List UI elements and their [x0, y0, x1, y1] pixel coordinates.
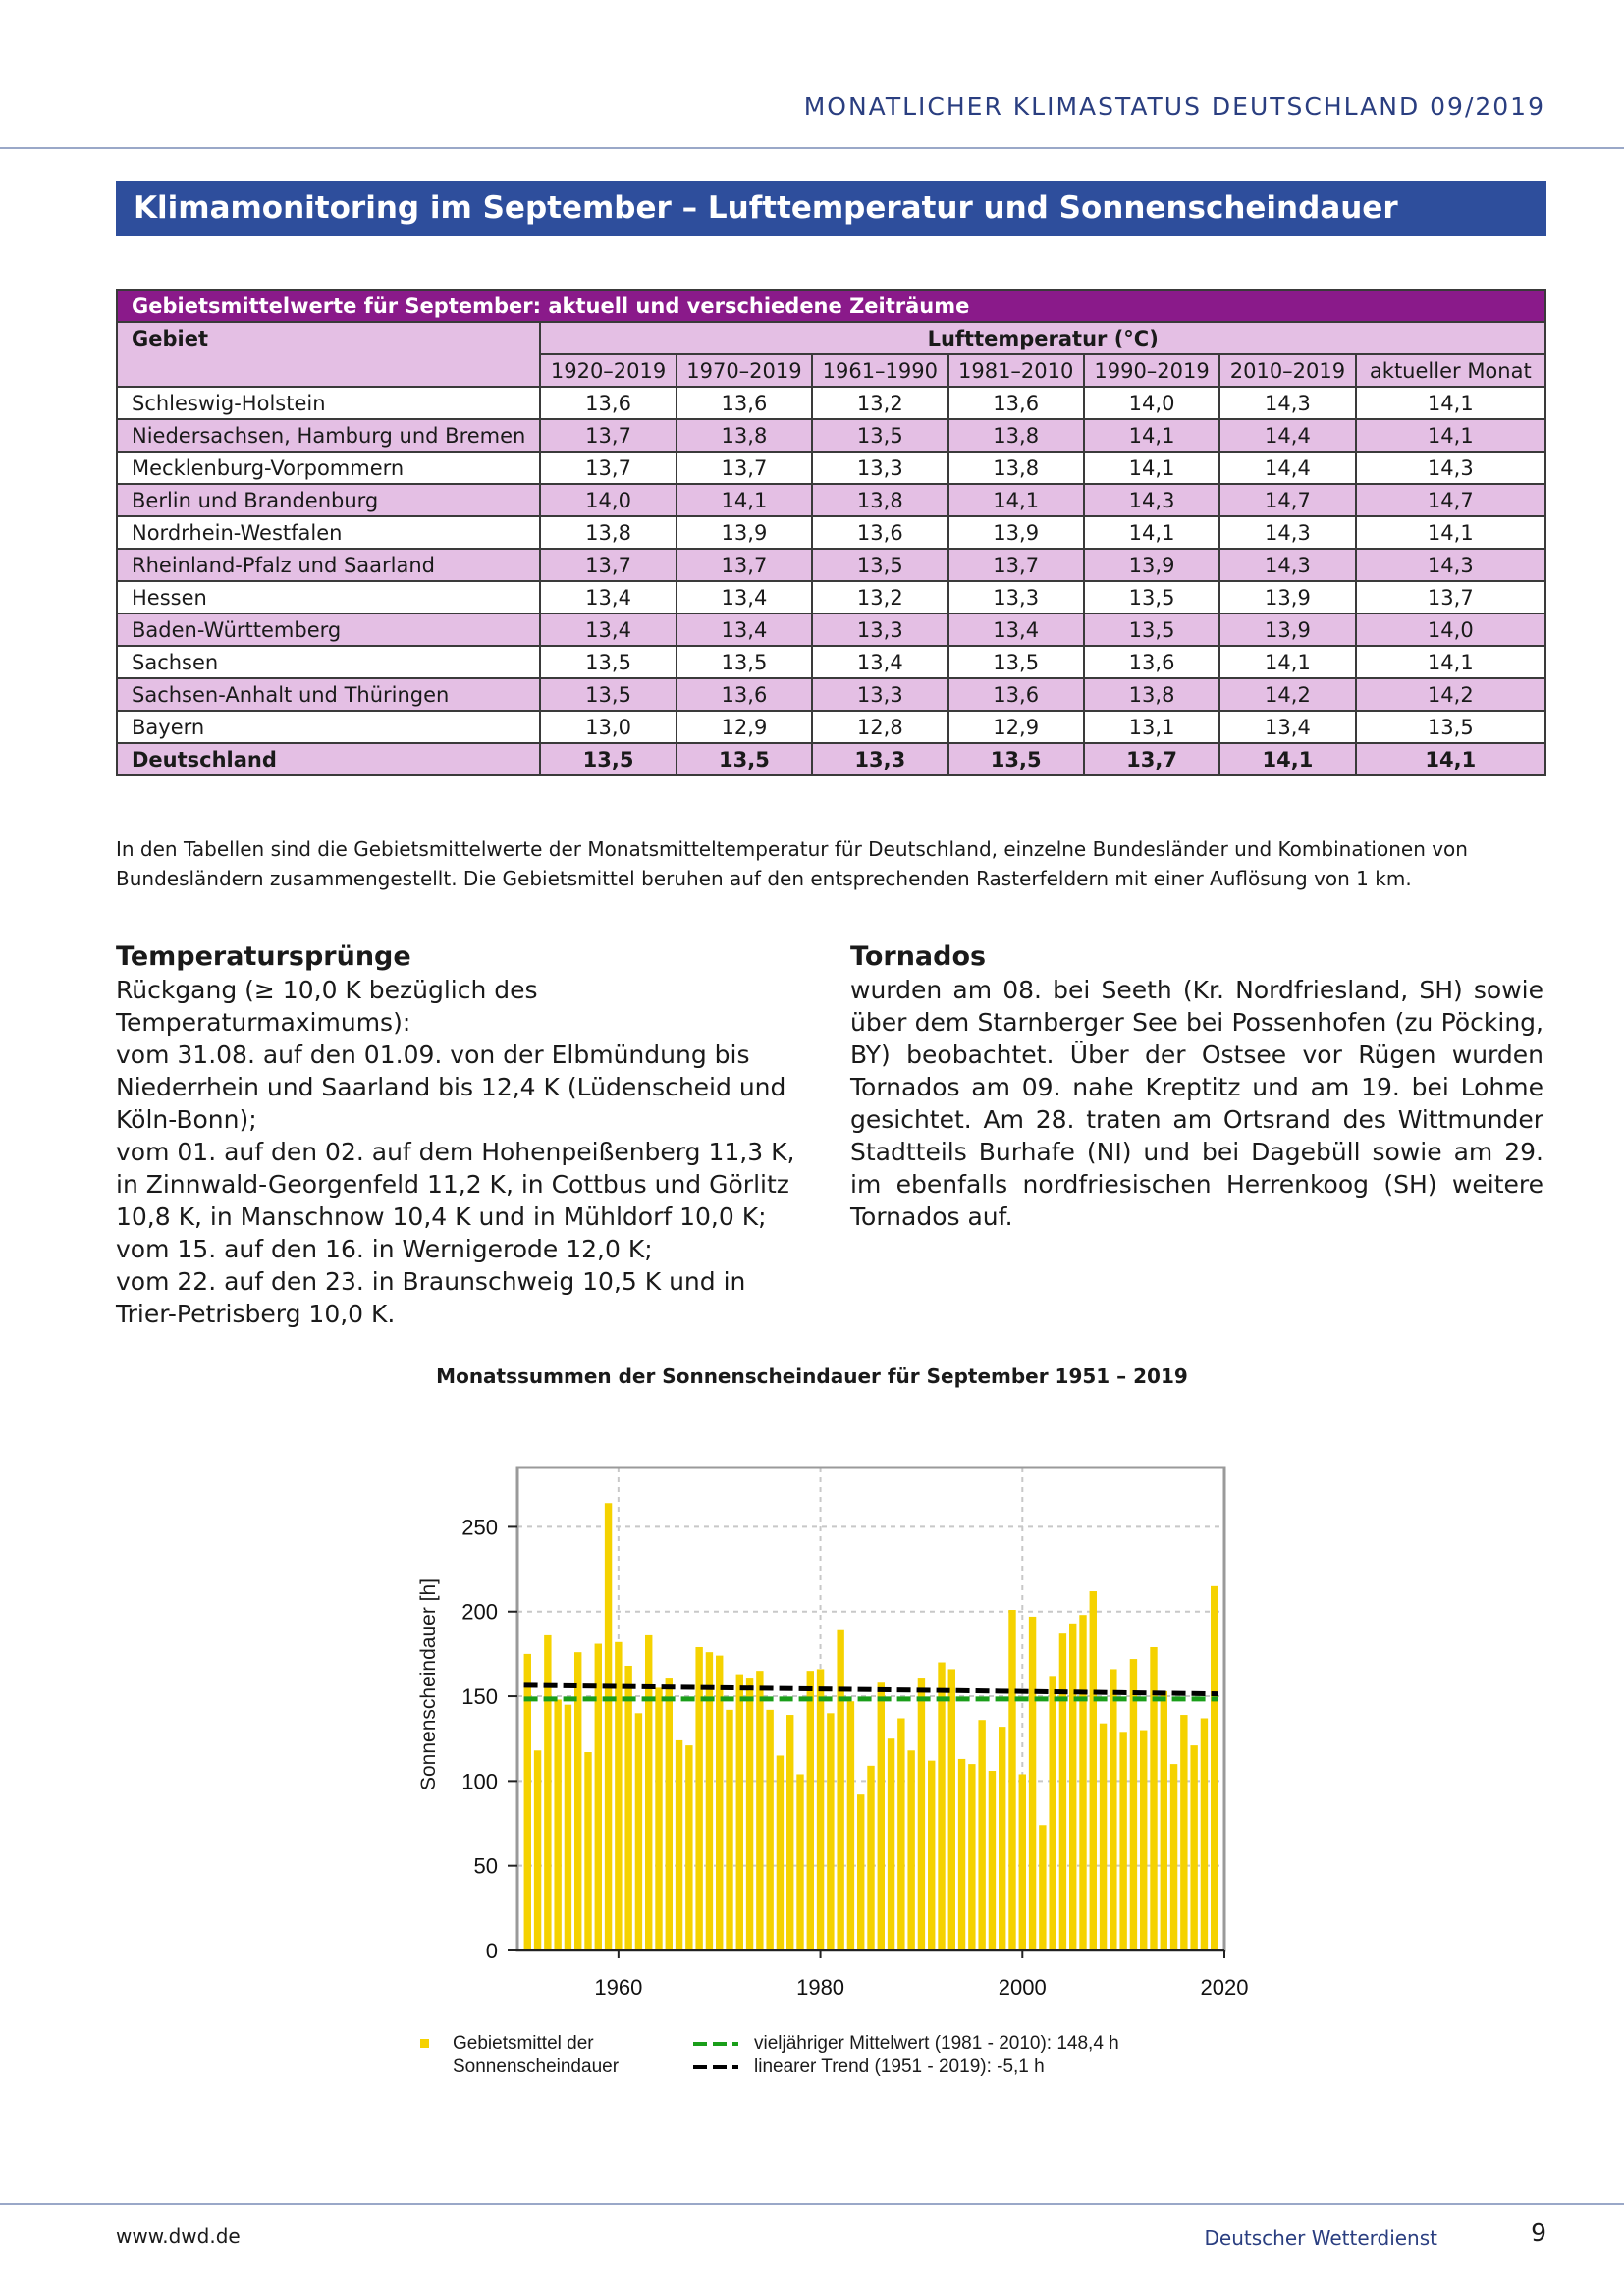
temperature-cell: 13,5: [1084, 614, 1219, 646]
sunshine-bar: [1019, 1774, 1026, 1950]
temperature-jumps-heading: Temperatursprünge: [116, 941, 411, 972]
sunshine-bar: [544, 1635, 551, 1950]
x-tick-label: 2020: [1200, 1975, 1249, 2000]
sunshine-bar: [999, 1727, 1005, 1950]
sunshine-bar: [1110, 1669, 1116, 1950]
sunshine-bar: [948, 1669, 955, 1950]
temperature-cell: 13,3: [812, 614, 947, 646]
x-tick-label: 1980: [796, 1975, 845, 2000]
temperature-cell: 14,1: [1356, 387, 1545, 419]
temperature-cell: 13,3: [812, 743, 947, 775]
sunshine-bar: [796, 1774, 803, 1950]
sunshine-bar: [1039, 1825, 1046, 1950]
period-header: 1990–2019: [1084, 354, 1219, 387]
sunshine-bar: [624, 1666, 631, 1950]
sunshine-bar: [635, 1713, 642, 1950]
temperature-cell: 13,5: [677, 743, 812, 775]
temperature-cell: 13,6: [540, 387, 676, 419]
tornado-heading: Tornados: [850, 941, 987, 972]
table-title: Gebietsmittelwerte für September: aktuell und verschiedene Zeiträume: [117, 290, 1545, 322]
temperature-cell: 13,5: [540, 743, 676, 775]
temperature-jump-line: vom 31.08. auf den 01.09. von der Elbmündung bis Niederrhein und Saarland bis 12,4 K (Lüdenscheid und Köln-Bonn);: [116, 1041, 786, 1134]
period-header: 1920–2019: [540, 354, 676, 387]
x-tick-label: 1960: [594, 1975, 643, 2000]
temperature-cell: 13,6: [812, 516, 947, 549]
region-name: Hessen: [117, 581, 540, 614]
sunshine-bar: [837, 1630, 843, 1950]
temperature-cell: 13,7: [540, 452, 676, 484]
temperature-cell: 13,7: [1084, 743, 1219, 775]
temperature-cell: 13,5: [540, 646, 676, 678]
temperature-cell: 14,1: [1356, 743, 1545, 775]
y-tick-label: 100: [461, 1769, 498, 1794]
legend-mean-swatch: [693, 2042, 738, 2046]
sunshine-bar: [827, 1713, 834, 1950]
sunshine-bar: [1190, 1745, 1197, 1950]
sunshine-bar: [655, 1687, 662, 1950]
sunshine-bar: [1170, 1764, 1177, 1950]
temperature-cell: 13,4: [677, 581, 812, 614]
chart-legend-lines: [693, 2032, 1119, 2079]
region-name: Bayern: [117, 711, 540, 743]
legend-mean-label: vieljähriger Mittelwert (1981 - 2010): 148,4 h: [754, 2033, 1119, 2054]
region-name: Niedersachsen, Hamburg und Bremen: [117, 419, 540, 452]
temperature-cell: 13,4: [540, 581, 676, 614]
temperature-jump-line: vom 15. auf den 16. in Wernigerode 12,0 K;: [116, 1235, 653, 1263]
y-tick-label: 200: [461, 1599, 498, 1625]
region-name: Mecklenburg-Vorpommern: [117, 452, 540, 484]
sunshine-bar: [685, 1745, 692, 1950]
temperature-cell: 13,3: [812, 452, 947, 484]
x-tick-label: 2000: [998, 1975, 1047, 2000]
sunshine-bar: [1090, 1591, 1097, 1950]
temperature-cell: 13,7: [540, 549, 676, 581]
temperature-cell: 14,1: [1356, 516, 1545, 549]
temperature-cell: 13,5: [540, 678, 676, 711]
sunshine-bar: [978, 1720, 985, 1950]
temperature-cell: 13,5: [948, 646, 1084, 678]
temperature-cell: 14,1: [1084, 419, 1219, 452]
temperature-cell: 13,9: [1219, 614, 1355, 646]
column-header-gebiet: Gebiet: [117, 322, 540, 387]
region-name: Sachsen-Anhalt und Thüringen: [117, 678, 540, 711]
temperature-cell: 13,5: [812, 549, 947, 581]
sunshine-bar: [746, 1678, 753, 1950]
temperature-cell: 13,8: [1084, 678, 1219, 711]
sunshine-bar: [645, 1635, 652, 1950]
period-header: 1981–2010: [948, 354, 1084, 387]
temperature-cell: 14,1: [1084, 516, 1219, 549]
temperature-cell: 13,6: [948, 678, 1084, 711]
legend-bar-label: Gebietsmittel der: [453, 2033, 594, 2054]
region-name: Deutschland: [117, 743, 540, 775]
temperature-cell: 13,7: [677, 549, 812, 581]
temperature-cell: 14,4: [1219, 419, 1355, 452]
region-name: Sachsen: [117, 646, 540, 678]
temperature-cell: 13,8: [948, 419, 1084, 452]
region-name: Berlin und Brandenburg: [117, 484, 540, 516]
sunshine-bar: [756, 1671, 763, 1950]
temperature-cell: 14,0: [540, 484, 676, 516]
sunshine-bar: [1100, 1724, 1107, 1950]
temperature-cell: 14,7: [1356, 484, 1545, 516]
sunshine-bar: [666, 1678, 673, 1950]
sunshine-bar: [1079, 1615, 1086, 1950]
temperature-cell: 13,2: [812, 581, 947, 614]
temperature-cell: 14,3: [1084, 484, 1219, 516]
legend-bar-swatch: [420, 2039, 429, 2048]
sunshine-bar: [897, 1718, 904, 1950]
sunshine-bar: [847, 1701, 854, 1950]
temperature-cell: 14,1: [1356, 646, 1545, 678]
section-banner: Klimamonitoring im September – Lufttemperatur und Sonnenscheindauer: [116, 181, 1546, 236]
sunshine-bar: [554, 1700, 561, 1950]
region-name: Rheinland-Pfalz und Saarland: [117, 549, 540, 581]
temperature-cell: 13,9: [1084, 549, 1219, 581]
temperature-cell: 14,3: [1219, 516, 1355, 549]
temperature-cell: 14,3: [1356, 452, 1545, 484]
sunshine-bar: [878, 1682, 885, 1950]
temperature-cell: 13,7: [677, 452, 812, 484]
temperature-cell: 13,4: [812, 646, 947, 678]
sunshine-bar: [968, 1764, 975, 1950]
sunshine-bar: [1059, 1633, 1066, 1950]
tornado-text: wurden am 08. bei Seeth (Kr. Nordfriesland, SH) sowie über dem Starnberger See bei Possenhofen (zu Pöcking, BY) beobachtet. Über der Ostsee vor Rügen wurden Tornados am 09. nahe Kreptitz und am 19. bei Lohme gesichtet. Am 28. traten am Ortsrand des Wittmunder Stadtteils Burhafe (NI) und bei Dagebüll sowie am 29. im ebenfalls nordfriesischen Herrenkoog (SH) weitere Tornados auf.: [850, 976, 1543, 1231]
sunshine-bar: [918, 1678, 925, 1950]
temperature-jump-line: vom 22. auf den 23. in Braunschweig 10,5 K und in Trier-Petrisberg 10,0 K.: [116, 1267, 746, 1328]
sunshine-bar: [989, 1771, 996, 1950]
sunshine-bar: [595, 1644, 602, 1950]
temperature-cell: 13,6: [1084, 646, 1219, 678]
temperature-cell: 12,8: [812, 711, 947, 743]
temperature-cell: 12,9: [948, 711, 1084, 743]
temperature-cell: 13,8: [812, 484, 947, 516]
temperature-cell: 14,1: [1219, 743, 1355, 775]
sunshine-bar: [1161, 1691, 1167, 1950]
sunshine-bar: [857, 1794, 864, 1950]
temperature-cell: 14,7: [1219, 484, 1355, 516]
legend-bar-label: Sonnenscheindauer: [453, 2056, 620, 2077]
temperature-cell: 13,5: [948, 743, 1084, 775]
temperature-cell: 14,1: [1084, 452, 1219, 484]
sunshine-bar: [605, 1503, 612, 1950]
y-tick-label: 150: [461, 1684, 498, 1710]
region-name: Baden-Württemberg: [117, 614, 540, 646]
temperature-cell: 13,4: [948, 614, 1084, 646]
page-number: 9: [1531, 2218, 1546, 2247]
y-tick-label: 0: [485, 1939, 498, 1963]
temperature-cell: 13,5: [1084, 581, 1219, 614]
y-tick-label: 50: [473, 1853, 498, 1879]
sunshine-bar: [1140, 1731, 1147, 1950]
temperature-cell: 13,8: [677, 419, 812, 452]
sunshine-bar: [1029, 1617, 1036, 1950]
footer-organisation: Deutscher Wetterdienst: [1204, 2226, 1437, 2250]
report-title: MONATLICHER KLIMASTATUS DEUTSCHLAND 09/2019: [803, 92, 1545, 121]
sunshine-bar: [1130, 1659, 1137, 1950]
chart-title: Monatssummen der Sonnenscheindauer für September 1951 – 2019: [436, 1364, 1188, 1388]
sunshine-bar: [534, 1750, 541, 1950]
temperature-cell: 13,8: [948, 452, 1084, 484]
temperature-cell: 13,3: [812, 678, 947, 711]
sunshine-bar: [1008, 1610, 1015, 1950]
column-group-header: Lufttemperatur (°C): [540, 322, 1545, 354]
temperature-cell: 13,2: [812, 387, 947, 419]
temperature-cell: 13,3: [948, 581, 1084, 614]
temperature-cell: 13,4: [540, 614, 676, 646]
temperature-cell: 13,6: [677, 678, 812, 711]
temperature-cell: 13,8: [540, 516, 676, 549]
temperature-cell: 13,1: [1084, 711, 1219, 743]
temperature-cell: 13,7: [540, 419, 676, 452]
sunshine-bar: [1211, 1586, 1218, 1950]
sunshine-bar: [928, 1761, 935, 1950]
sunshine-bar: [1049, 1676, 1056, 1950]
temperature-cell: 13,6: [948, 387, 1084, 419]
temperature-jumps-intro: Rückgang (≥ 10,0 K bezüglich des Temperaturmaximums):: [116, 976, 538, 1037]
sunshine-bar: [958, 1759, 965, 1950]
temperature-cell: 14,2: [1219, 678, 1355, 711]
footer-divider: [0, 2203, 1624, 2205]
temperature-cell: 13,4: [1219, 711, 1355, 743]
temperature-cell: 13,5: [812, 419, 947, 452]
temperature-cell: 14,3: [1356, 549, 1545, 581]
sunshine-bar: [907, 1750, 914, 1950]
temperature-cell: 14,0: [1084, 387, 1219, 419]
temperature-cell: 13,7: [1356, 581, 1545, 614]
temperature-cell: 14,4: [1219, 452, 1355, 484]
period-header: 1961–1990: [812, 354, 947, 387]
temperature-cell: 14,2: [1356, 678, 1545, 711]
sunshine-bar: [807, 1671, 814, 1950]
temperature-cell: 12,9: [677, 711, 812, 743]
sunshine-bar: [777, 1755, 784, 1950]
sunshine-bar: [766, 1710, 773, 1950]
period-header: aktueller Monat: [1356, 354, 1545, 387]
chart-y-axis-label: Sonnenscheindauer [h]: [417, 1578, 440, 1790]
sunshine-bar: [786, 1715, 793, 1950]
period-header: 1970–2019: [677, 354, 812, 387]
sunshine-bar: [888, 1738, 894, 1950]
chart-legend-bars: [420, 2032, 619, 2079]
temperature-cell: 13,9: [1219, 581, 1355, 614]
temperature-cell: 13,5: [677, 646, 812, 678]
temperature-cell: 13,9: [948, 516, 1084, 549]
sunshine-bar: [867, 1766, 874, 1950]
temperature-cell: 14,0: [1356, 614, 1545, 646]
sunshine-bar: [1180, 1715, 1187, 1950]
temperature-jump-line: vom 01. auf den 02. auf dem Hohenpeißenberg 11,3 K, in Zinnwald-Georgenfeld 11,2 K, in Cottbus und Görlitz 10,8 K, in Manschnow 10,4 K und in Mühldorf 10,0 K;: [116, 1138, 795, 1231]
temperature-cell: 14,1: [1356, 419, 1545, 452]
y-tick-label: 250: [461, 1515, 498, 1540]
temperature-cell: 14,1: [677, 484, 812, 516]
sunshine-bar: [1069, 1624, 1076, 1950]
table-note: In den Tabellen sind die Gebietsmittelwerte der Monatsmitteltemperatur für Deutschland, einzelne Bundesländer und Kombinationen von Bundesländern zusammengestellt. Die Gebietsmittel beruhen auf den entsprechenden Rasterfeldern mit einer Auflösung von 1 km.: [116, 837, 1468, 890]
sunshine-bar: [695, 1647, 702, 1950]
sunshine-bar: [817, 1669, 824, 1950]
sunshine-bar: [676, 1740, 682, 1950]
sunshine-bar: [726, 1710, 732, 1950]
sunshine-bar: [584, 1752, 591, 1950]
sunshine-bar: [1201, 1718, 1208, 1950]
region-name: Schleswig-Holstein: [117, 387, 540, 419]
sunshine-bar: [938, 1663, 945, 1950]
temperature-cell: 14,3: [1219, 387, 1355, 419]
legend-trend-label: linearer Trend (1951 - 2019): -5,1 h: [754, 2056, 1045, 2077]
temperature-cell: 13,6: [677, 387, 812, 419]
temperature-cell: 13,5: [1356, 711, 1545, 743]
period-header: 2010–2019: [1219, 354, 1355, 387]
legend-trend-swatch: [693, 2065, 738, 2069]
region-name: Nordrhein-Westfalen: [117, 516, 540, 549]
temperature-cell: 14,3: [1219, 549, 1355, 581]
temperature-cell: 13,9: [677, 516, 812, 549]
temperature-cell: 14,1: [1219, 646, 1355, 678]
temperature-cell: 13,7: [948, 549, 1084, 581]
sunshine-bar: [736, 1675, 743, 1950]
temperature-cell: 13,0: [540, 711, 676, 743]
footer-url[interactable]: www.dwd.de: [116, 2224, 241, 2248]
sunshine-bar: [1119, 1732, 1126, 1950]
sunshine-bar: [565, 1705, 571, 1950]
temperature-cell: 13,4: [677, 614, 812, 646]
temperature-cell: 14,1: [948, 484, 1084, 516]
